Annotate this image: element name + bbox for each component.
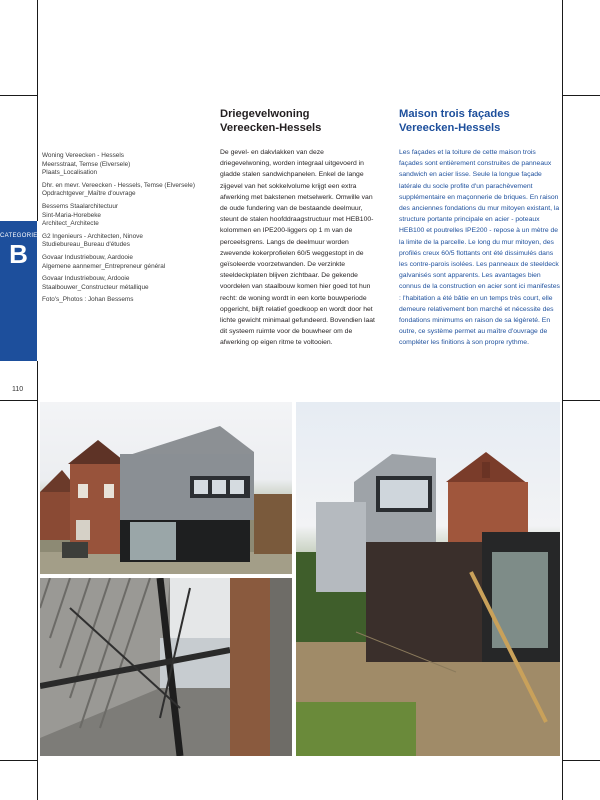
- steel-structure-illustration: [40, 578, 292, 756]
- house-side-photo: [296, 402, 560, 756]
- credit-line: Architect_Architecte: [42, 220, 99, 228]
- house-side-illustration: [296, 402, 560, 756]
- credit-line: Algemene aannemer_Entrepreneur général: [42, 262, 166, 270]
- title-line: Vereecken-Hessels: [220, 121, 322, 134]
- category-letter: B: [9, 239, 28, 269]
- credit-line: Sint-Maria-Horebeke: [42, 211, 101, 219]
- credit-line: Foto's_Photos : Johan Bessems: [42, 296, 134, 304]
- project-credits: [42, 152, 227, 309]
- left-margin-rule: [37, 0, 38, 221]
- mid-crop-rule-left: [0, 400, 38, 401]
- title-line: Driegevelwoning: [220, 108, 310, 120]
- title-line: Vereecken-Hessels: [399, 121, 501, 134]
- category-tab: [0, 221, 37, 361]
- article-title-dutch: [220, 108, 376, 135]
- credit-line: Meersstraat, Temse (Elversele): [42, 160, 131, 168]
- credit-line: Studiebureau_Bureau d'études: [42, 241, 130, 249]
- top-crop-rule-left: [0, 95, 38, 96]
- bottom-crop-rule-left: [0, 760, 38, 761]
- credit-line: Dhr. en mevr. Vereecken - Hessels, Temse (Elversele): [42, 181, 195, 189]
- article-body-french: Les façades et la toiture de cette maison trois façades sont entièrement construites de panneaux sandwich en acier lisse. Seule la longue façade latérale du socle profite d'un parachèvement supplémentaire en maçonnerie de briques. En raison des anciennes fondations du mur mitoyen existant, la structure portante principale en acier - poteaux HEB100 et poutrelles IPE200 - repose à un mètre de la limite de la parcelle. Le long du mur mitoyen, des profilés creux 60/5 flottants ont été dissimulés dans les contre-parois isolées. Les panneaux de steeldeck galvanisés sont apparents. Les avantages bien connus de la construction en acier sont ici manifestes : l'habitation a été bâtie en un temps très court, elle demeure relativement bon marché et nécessite des fondations minimums en raison de sa légèreté. En outre, ce système permet au maître d'ouvrage de compléter les finitions à son propre rythme.: [399, 149, 560, 347]
- page-number: 110: [12, 386, 24, 393]
- credit-line: Staalbouwer_Constructeur métallique: [42, 283, 149, 291]
- article-title-french: [399, 108, 561, 135]
- credit-photos: [42, 296, 227, 305]
- credit-general-contractor: [42, 254, 227, 271]
- house-front-illustration: [40, 402, 292, 574]
- bottom-crop-rule-right: [562, 760, 600, 761]
- credit-line: Govaar Industriebouw, Ardooie: [42, 275, 130, 283]
- article-dutch: [220, 108, 376, 349]
- credit-line: Opdrachtgever_Maître d'ouvrage: [42, 190, 136, 198]
- category-label: CATEGORIE: [0, 233, 38, 239]
- credit-line: Plaats_Localisation: [42, 169, 98, 177]
- credit-line: G2 Ingenieurs - Architecten, Ninove: [42, 232, 143, 240]
- credit-location: [42, 152, 227, 178]
- credit-line: Govaar Industriebouw, Aardooie: [42, 253, 133, 261]
- credit-line: Bessems Staalarchitectuur: [42, 202, 119, 210]
- top-crop-rule-right: [562, 95, 600, 96]
- article-body-dutch: De gevel- en dakvlakken van deze driegevelwoning, worden integraal uitgevoerd in gladde stalen sandwichpanelen. Enkel de lange zijgevel van het sokkelvolume krijgt een extra afwerking met bakstenen metselwerk. Omwille van de oude fundering van de bestaande deelmuur, steunt de stalen hoofddraagstructuur met HEB100-kolommen en IPE200-liggers op 1 m van de perceelsgrens. Langs de deelmuur worden zwevende kokerprofielen 60/5 weggestopt in de geïsoleerde voorzetwanden. De verzinkte steeldeckplaten blijven zichtbaar. De gekende voordelen van staalbouw komen hier goed tot hun recht: de woning wordt in een korte bouwperiode opgericht, blijft relatief goedkoop en wordt door het lichte gewicht minimaal gefundeerd. Bovendien laat dit systeem ruimte voor de bouwheer om de afwerking op eigen ritme te voltooien.: [220, 149, 375, 347]
- credit-client: [42, 182, 227, 199]
- steel-structure-photo: [40, 578, 292, 756]
- article-french: [399, 108, 561, 349]
- title-line: Maison trois façades: [399, 108, 510, 120]
- credit-line: Woning Vereecken - Hessels: [42, 152, 124, 159]
- left-margin-rule-lower: [37, 361, 38, 800]
- mid-crop-rule-right: [562, 400, 600, 401]
- house-front-photo: [40, 402, 292, 574]
- credit-engineering: [42, 233, 227, 250]
- credit-architect: [42, 203, 227, 229]
- credit-steel-builder: [42, 275, 227, 292]
